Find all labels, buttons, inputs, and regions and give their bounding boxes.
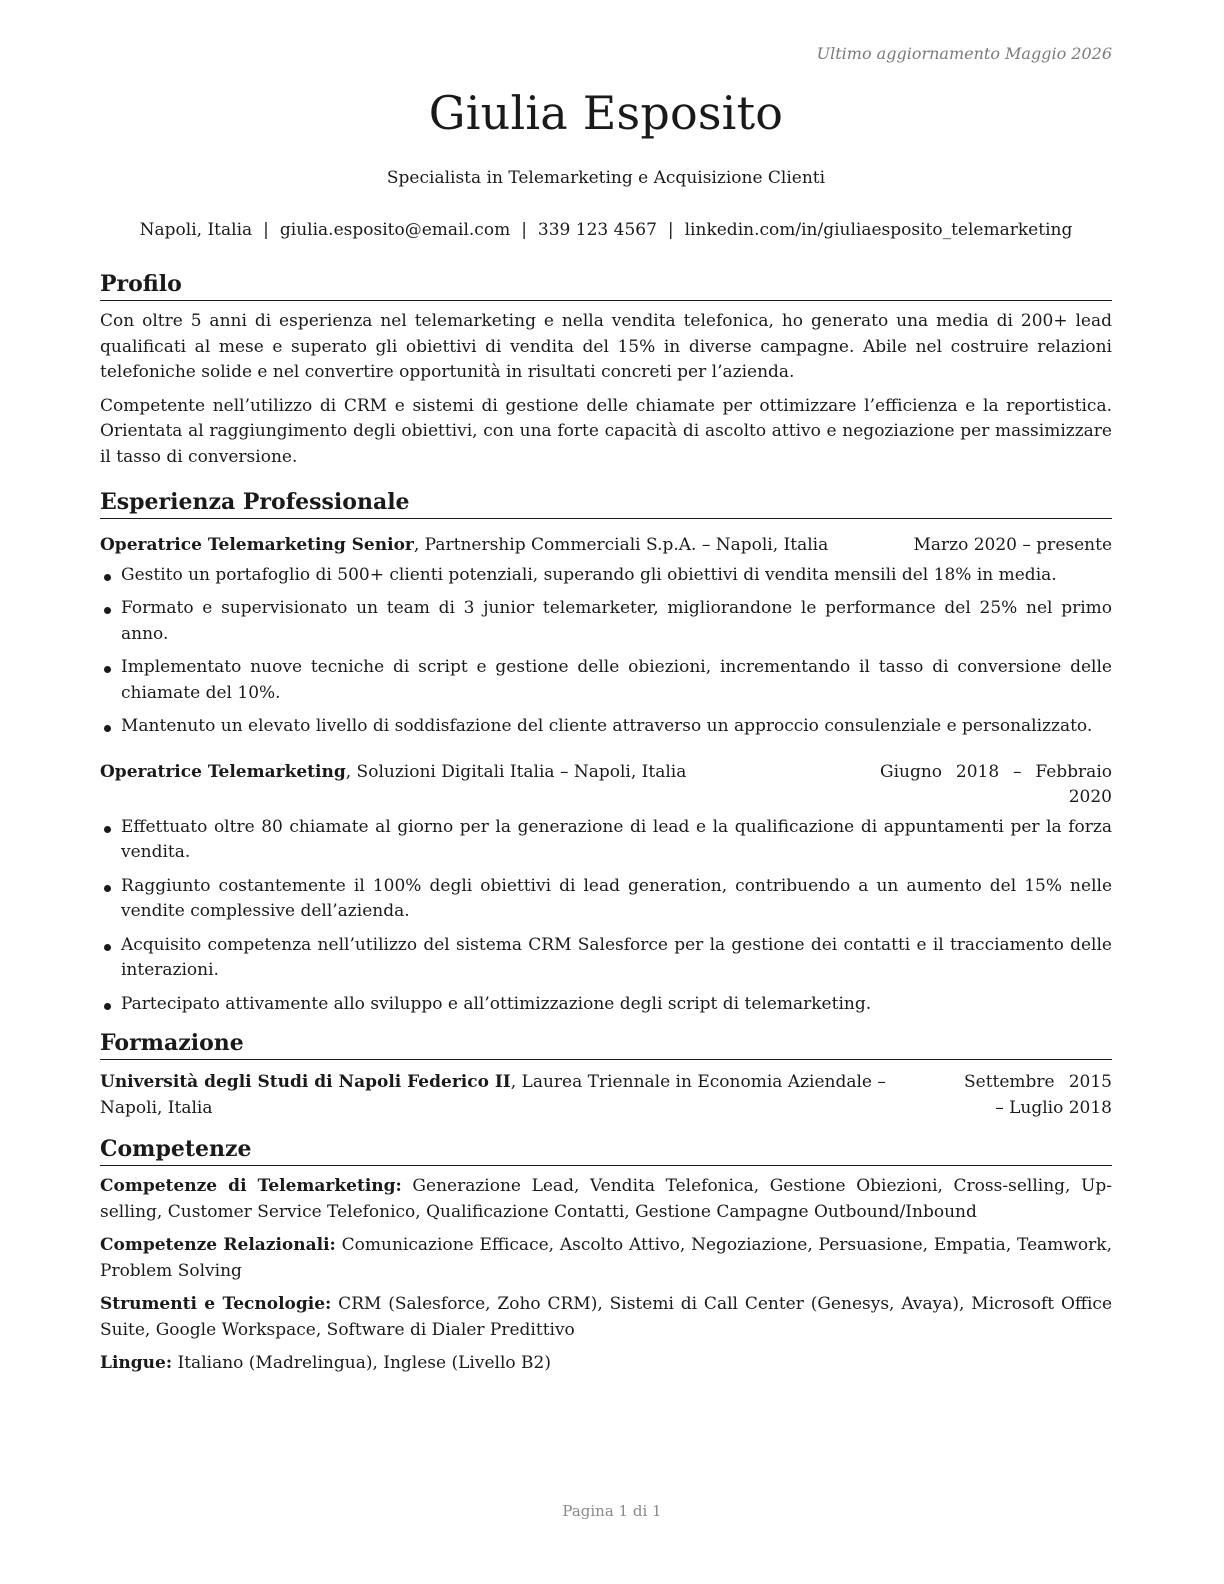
profile-heading: Profilo bbox=[100, 270, 1112, 301]
job-bullet: Formato e supervisionato un team di 3 junior telemarketer, migliorandone le performance del 25% nel primo anno. bbox=[100, 596, 1112, 647]
contact-separator: | bbox=[263, 220, 269, 240]
last-updated: Ultimo aggiornamento Maggio 2026 bbox=[816, 44, 1112, 63]
skill-label: Competenze Relazionali: bbox=[100, 1235, 336, 1255]
skill-label: Lingue: bbox=[100, 1353, 173, 1373]
skill-group bbox=[100, 1174, 1112, 1225]
experience-section bbox=[100, 488, 1112, 1017]
job-header bbox=[100, 760, 1112, 811]
job-bullets bbox=[100, 815, 1112, 1018]
contact-separator: | bbox=[667, 220, 674, 240]
job-bullets bbox=[100, 563, 1112, 740]
candidate-name: Giulia Esposito bbox=[428, 86, 784, 140]
contact-email[interactable]: giulia.esposito@email.com bbox=[279, 220, 511, 240]
skill-group bbox=[100, 1351, 1112, 1377]
skill-group bbox=[100, 1233, 1112, 1284]
job-bullet: Partecipato attivamente allo sviluppo e all’ottimizzazione degli script di telemarketing. bbox=[100, 992, 1112, 1018]
education-section bbox=[100, 1029, 1112, 1121]
profile-section bbox=[100, 270, 1112, 470]
education-heading: Formazione bbox=[100, 1029, 1112, 1060]
skill-value: Generazione Lead, Vendita Telefonica, Gestione Obiezioni, Cross-selling, Up-selling, Customer Service Telefonico, Qualificazione Contatti, Gestione Campagne Outbound/Inbound bbox=[100, 1176, 1112, 1222]
contact-linkedin[interactable]: linkedin.com/in/giuliaesposito_telemarketing bbox=[684, 220, 1073, 240]
education-institution: Università degli Studi di Napoli Federico II bbox=[100, 1072, 511, 1092]
profile-paragraph: Competente nell’utilizzo di CRM e sistemi di gestione delle chiamate per ottimizzare l’efficienza e la reportistica. Orientata al raggiungimento degli obiettivi, con una forte capacità di ascolto attivo e negoziazione per massimizzare il tasso di conversione. bbox=[100, 395, 1112, 467]
job-bullet: Acquisito competenza nell’utilizzo del sistema CRM Salesforce per la gestione dei contatti e il tracciamento delle interazioni. bbox=[100, 933, 1112, 984]
job-company: , Partnership Commerciali S.p.A. – Napoli, Italia bbox=[413, 535, 829, 555]
candidate-subtitle: Specialista in Telemarketing e Acquisizione Clienti bbox=[386, 168, 826, 188]
skill-value: Comunicazione Efficace, Ascolto Attivo, Negoziazione, Persuasione, Empatia, Teamwork, Problem Solving bbox=[100, 1235, 1112, 1281]
education-degree: , Laurea Triennale in Economia Aziendale – Napoli, Italia bbox=[100, 1072, 886, 1118]
contact-separator: | bbox=[521, 220, 527, 240]
job-bullet: Gestito un portafoglio di 500+ clienti potenziali, superando gli obiettivi di vendita mensili del 18% in media. bbox=[100, 563, 1112, 589]
skill-label: Strumenti e Tecnologie: bbox=[100, 1294, 332, 1314]
job-role: Operatrice Telemarketing bbox=[100, 761, 346, 782]
job-company: , Soluzioni Digitali Italia – Napoli, Italia bbox=[345, 761, 687, 782]
job-dates: Marzo 2020 – presente bbox=[913, 535, 1112, 555]
job-dates: Giugno 2018 – Febbraio 2020 bbox=[880, 761, 1112, 807]
skills-section bbox=[100, 1135, 1112, 1377]
job-bullet: Implementato nuove tecniche di script e gestione delle obiezioni, incrementando il tasso di conversione delle chiamate del 10%. bbox=[100, 655, 1112, 706]
job-role: Operatrice Telemarketing Senior bbox=[100, 535, 414, 555]
job-bullet: Mantenuto un elevato livello di soddisfazione del cliente attraverso un approccio consulenziale e personalizzato. bbox=[100, 714, 1112, 740]
skills-heading: Competenze bbox=[100, 1135, 1112, 1166]
job-bullet: Raggiunto costantemente il 100% degli obiettivi di lead generation, contribuendo a un aumento del 15% nelle vendite complessive dell’azienda. bbox=[100, 874, 1112, 925]
skill-value: Italiano (Madrelingua), Inglese (Livello B2) bbox=[172, 1353, 551, 1373]
education-dates: Settembre 2015 – Luglio 2018 bbox=[964, 1072, 1112, 1118]
skill-label: Competenze di Telemarketing: bbox=[100, 1176, 402, 1196]
profile-paragraph: Con oltre 5 anni di esperienza nel telemarketing e nella vendita telefonica, ho generato una media di 200+ lead qualificati al mese e superato gli obiettivi di vendita del 15% in diverse campagne. Abile nel costruire relazioni telefoniche solide e nel convertire opportunità in risultati concreti per l’azienda. bbox=[100, 311, 1112, 382]
experience-heading: Esperienza Professionale bbox=[100, 488, 1112, 519]
education-entry bbox=[100, 1070, 1112, 1121]
contact-location: Napoli, Italia bbox=[139, 220, 253, 240]
resume-content bbox=[100, 270, 1112, 1377]
job-bullet: Effettuato oltre 80 chiamate al giorno per la generazione di lead e la qualificazione di appuntamenti per la forza vendita. bbox=[100, 815, 1112, 866]
contact-line bbox=[100, 220, 1112, 240]
skill-value: CRM (Salesforce, Zoho CRM), Sistemi di Call Center (Genesys, Avaya), Microsoft Office Suite, Google Workspace, Software di Dialer Predittivo bbox=[100, 1294, 1113, 1340]
job-header bbox=[100, 533, 1112, 559]
page-number: Pagina 1 di 1 bbox=[562, 1502, 662, 1520]
skill-group bbox=[100, 1292, 1112, 1343]
contact-phone[interactable]: 339 123 4567 bbox=[537, 220, 657, 240]
